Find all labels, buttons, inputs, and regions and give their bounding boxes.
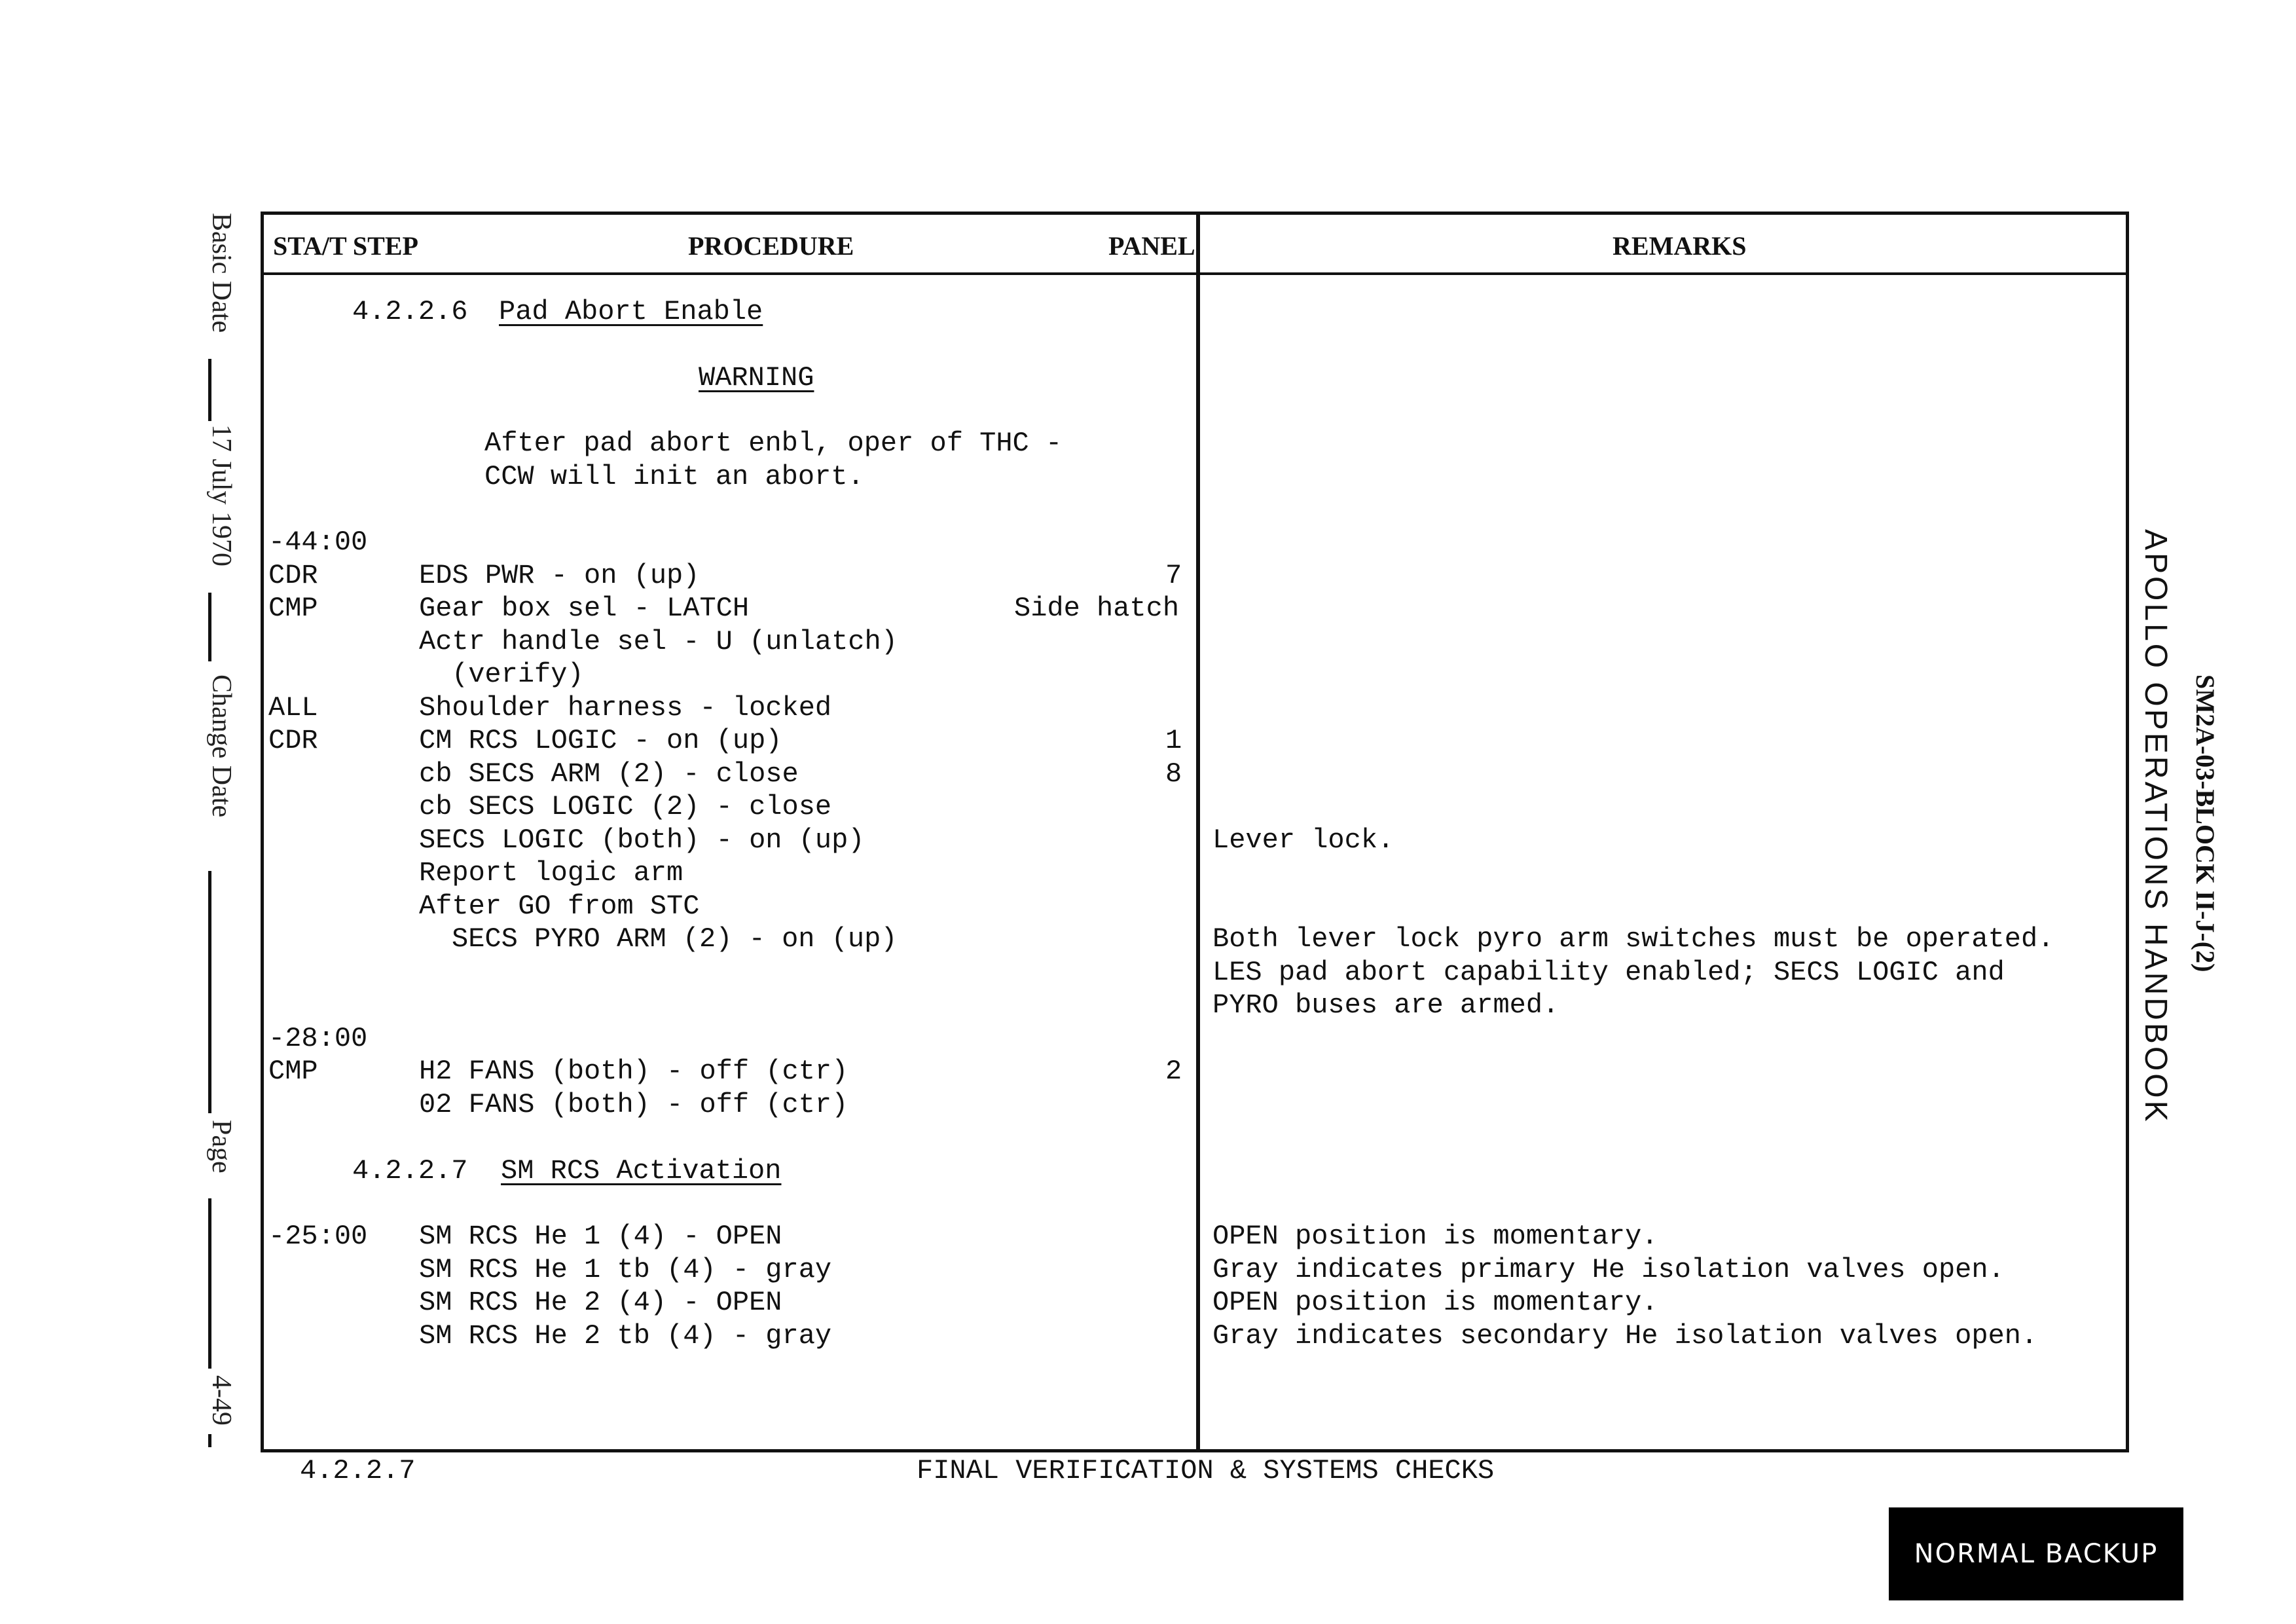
crew-station: CDR — [268, 560, 318, 591]
basic-date-value: 17 July 1970 — [206, 424, 236, 567]
procedure-step: Report logic arm — [419, 857, 683, 889]
procedure-step: cb SECS LOGIC (2) - close — [419, 791, 832, 822]
remark: OPEN position is momentary. — [1212, 1221, 1658, 1252]
page-rule-bottom — [208, 1434, 211, 1447]
procedure-step: SM RCS He 1 (4) - OPEN — [419, 1221, 782, 1252]
warning-text: After pad abort enbl, oper of THC - — [484, 428, 1063, 459]
header-sta-step: STA/T STEP — [273, 231, 418, 261]
time-marker: -28:00 — [268, 1023, 368, 1054]
crew-station: CDR — [268, 725, 318, 756]
column-divider — [1196, 215, 1200, 1449]
procedure-step: SM RCS He 1 tb (4) - gray — [419, 1254, 832, 1285]
procedure-step: SECS LOGIC (both) - on (up) — [419, 824, 865, 856]
procedure-step: Gear box sel - LATCH — [419, 593, 750, 624]
badge-label: NORMAL BACKUP — [1914, 1539, 2159, 1569]
section-number: 4.2.2.6 — [352, 296, 468, 327]
remark: LES pad abort capability enabled; SECS LOGIC and — [1212, 957, 2005, 988]
crew-station: CMP — [268, 593, 318, 624]
procedure-step: SECS PYRO ARM (2) - on (up) — [452, 923, 898, 955]
procedure-step: After GO from STC — [419, 891, 700, 922]
procedure-step: Actr handle sel - U (unlatch) — [419, 626, 898, 657]
panel-ref: 8 — [1165, 758, 1182, 790]
procedure-step: 02 FANS (both) - off (ctr) — [419, 1089, 848, 1120]
procedure-step: SM RCS He 2 (4) - OPEN — [419, 1287, 782, 1318]
remark: Lever lock. — [1212, 824, 1394, 856]
section-title: SM RCS Activation — [501, 1155, 782, 1187]
footer-section-number: 4.2.2.7 — [300, 1455, 416, 1486]
crew-station: CMP — [268, 1056, 318, 1087]
footer-title: FINAL VERIFICATION & SYSTEMS CHECKS — [917, 1455, 1495, 1486]
handbook-title: APOLLO OPERATIONS HANDBOOK — [2138, 529, 2173, 1124]
change-date-rule — [208, 871, 211, 1113]
basic-date-label: Basic Date — [206, 213, 236, 333]
document-number: SM2A-03-BLOCK II-J-(2) — [2191, 674, 2220, 972]
basic-date-rule — [208, 359, 211, 421]
time-marker: -25:00 — [268, 1221, 368, 1252]
time-marker: -44:00 — [268, 526, 368, 558]
remark: OPEN position is momentary. — [1212, 1287, 1658, 1318]
page-label: Page — [206, 1120, 236, 1173]
warning-label: WARNING — [699, 362, 814, 394]
header-panel: PANEL — [1108, 231, 1195, 261]
panel-ref: 7 — [1165, 560, 1182, 591]
header-procedure: PROCEDURE — [688, 231, 854, 261]
warning-text: CCW will init an abort. — [484, 461, 864, 492]
page-number: 4-49 — [206, 1375, 236, 1426]
procedure-step: (verify) — [452, 659, 584, 690]
section-number: 4.2.2.7 — [352, 1155, 468, 1187]
header-divider — [264, 272, 2126, 275]
panel-ref: 1 — [1165, 725, 1182, 756]
crew-station: ALL — [268, 692, 318, 724]
panel-ref: Side hatch — [1014, 593, 1180, 624]
procedure-step: CM RCS LOGIC - on (up) — [419, 725, 782, 756]
panel-ref: 2 — [1165, 1056, 1182, 1087]
remark: Both lever lock pyro arm switches must be operated. — [1212, 923, 2054, 955]
header-remarks: REMARKS — [1613, 231, 1747, 261]
page-rule — [208, 1198, 211, 1369]
section-title: Pad Abort Enable — [499, 296, 763, 327]
change-date-label: Change Date — [206, 674, 236, 818]
procedure-step: cb SECS ARM (2) - close — [419, 758, 799, 790]
procedure-step: Shoulder harness - locked — [419, 692, 832, 724]
normal-backup-badge — [1889, 1507, 2183, 1600]
change-date-rule-top — [208, 593, 211, 661]
remark: Gray indicates secondary He isolation valves open. — [1212, 1320, 2038, 1352]
procedure-step: EDS PWR - on (up) — [419, 560, 700, 591]
procedure-step: SM RCS He 2 tb (4) - gray — [419, 1320, 832, 1352]
remark: Gray indicates primary He isolation valves open. — [1212, 1254, 2005, 1285]
remark: PYRO buses are armed. — [1212, 989, 1559, 1021]
procedure-step: H2 FANS (both) - off (ctr) — [419, 1056, 848, 1087]
